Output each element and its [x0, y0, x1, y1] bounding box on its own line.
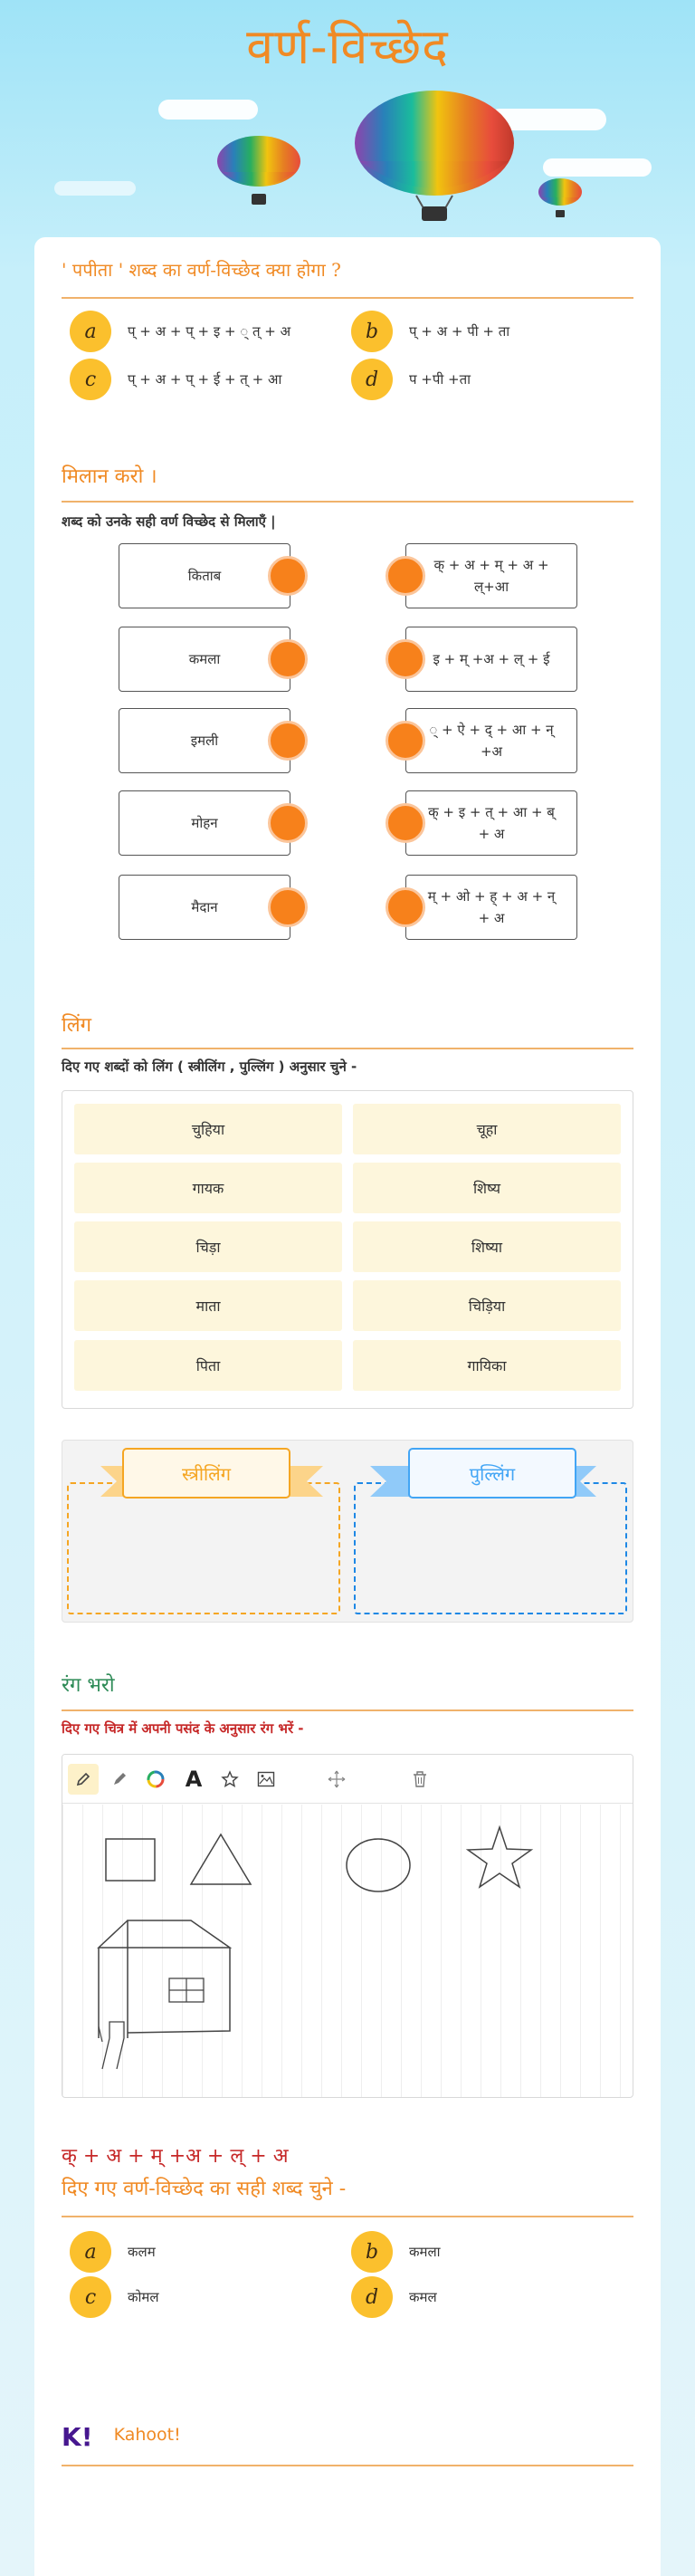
footer-logo[interactable]: [62, 2422, 181, 2452]
q2-option-b[interactable]: [351, 2231, 441, 2273]
divider: [62, 501, 633, 503]
word-chip[interactable]: शिष्या: [353, 1221, 621, 1272]
match-right-item[interactable]: ् + ऐ + द् + आ + न् +अ: [405, 708, 577, 773]
q1-option-c[interactable]: [70, 359, 281, 400]
cloud: [54, 181, 136, 196]
option-letter: b: [351, 311, 393, 352]
match-left-item[interactable]: किताब: [119, 543, 290, 608]
match-left-item[interactable]: मोहन: [119, 790, 290, 856]
option-text: कलम: [128, 2244, 156, 2260]
trash-icon[interactable]: [405, 1764, 435, 1795]
q1-option-a[interactable]: [70, 311, 290, 352]
color-wheel-icon[interactable]: [140, 1764, 171, 1795]
divider: [62, 1048, 633, 1049]
option-text: प् + अ + पी + ता: [409, 323, 510, 340]
drawing-board: [62, 1754, 633, 2098]
match-right-item[interactable]: क् + इ + त् + आ + ब् + अ: [405, 790, 577, 856]
star-shape: [468, 1827, 531, 1887]
option-letter: c: [70, 2276, 111, 2318]
masculine-label: पुल्लिंग: [408, 1448, 576, 1499]
option-text: कोमल: [128, 2289, 159, 2305]
text-icon[interactable]: A: [185, 1767, 203, 1792]
match-left-item[interactable]: इमली: [119, 708, 290, 773]
kahoot-logo-mark: K!: [62, 2422, 93, 2452]
masculine-drop-zone[interactable]: [354, 1482, 627, 1614]
triangle-shape: [191, 1834, 251, 1884]
word-chip[interactable]: चुहिया: [74, 1104, 342, 1154]
gender-instruction: दिए गए शब्दों को लिंग ( स्त्रीलिंग , पुल्लिंग ) अनुसार चुने -: [62, 1058, 357, 1075]
option-letter: d: [351, 359, 393, 400]
divider: [62, 2465, 633, 2466]
word-chip[interactable]: गायिका: [353, 1340, 621, 1391]
match-connector-left[interactable]: [268, 556, 308, 596]
feminine-drop-zone[interactable]: [67, 1482, 340, 1614]
star-icon[interactable]: [214, 1764, 245, 1795]
match-right-item[interactable]: म् + ओ + ह् + अ + न् + अ: [405, 875, 577, 940]
divider: [62, 1709, 633, 1711]
match-connector-right[interactable]: [386, 639, 425, 679]
word-chip[interactable]: चूहा: [353, 1104, 621, 1154]
worksheet-card: [34, 237, 661, 2576]
match-connector-right[interactable]: [386, 887, 425, 927]
cloud: [158, 100, 258, 120]
option-letter: b: [351, 2231, 393, 2273]
option-letter: d: [351, 2276, 393, 2318]
balloon-small-right: [538, 177, 583, 219]
pencil-icon[interactable]: [68, 1764, 99, 1795]
match-connector-left[interactable]: [268, 639, 308, 679]
divider: [62, 297, 633, 299]
option-letter: a: [70, 2231, 111, 2273]
feminine-label: स्त्रीलिंग: [122, 1448, 290, 1499]
option-letter: a: [70, 311, 111, 352]
q1-option-b[interactable]: [351, 311, 509, 352]
drawing-toolbar: [62, 1755, 633, 1804]
hero-banner: [0, 0, 695, 263]
square-shape: [106, 1839, 155, 1881]
page-title: वर्ण-विच्छेद: [246, 18, 449, 75]
option-text: प् + अ + प् + इ + ◌् त् + अ: [128, 323, 291, 340]
coloring-title: रंग भरो: [62, 1674, 115, 1697]
word-chip[interactable]: पिता: [74, 1340, 342, 1391]
match-connector-left[interactable]: [268, 803, 308, 843]
word-chip[interactable]: चिड़ा: [74, 1221, 342, 1272]
q1-option-d[interactable]: [351, 359, 471, 400]
match-connector-right[interactable]: [386, 803, 425, 843]
move-icon[interactable]: [321, 1764, 352, 1795]
q2-option-d[interactable]: [351, 2276, 437, 2318]
outline-drawing: [62, 1805, 633, 2098]
word-chip[interactable]: चिड़िया: [353, 1280, 621, 1331]
match-title: मिलान करो ।: [62, 465, 157, 488]
match-connector-right[interactable]: [386, 721, 425, 761]
match-left-item[interactable]: कमला: [119, 627, 290, 692]
word-chip[interactable]: शिष्य: [353, 1163, 621, 1213]
divider: [62, 2216, 633, 2217]
match-connector-left[interactable]: [268, 887, 308, 927]
drawing-canvas[interactable]: [62, 1805, 633, 2098]
gender-title: लिंग: [62, 1014, 92, 1037]
gender-drop-panel: [62, 1440, 633, 1623]
q2-option-c[interactable]: [70, 2276, 159, 2318]
cloud: [543, 158, 652, 177]
word-chip[interactable]: गायक: [74, 1163, 342, 1213]
match-right-item[interactable]: इ + म् +अ + ल् + ई: [405, 627, 577, 692]
q2-formula: क् + अ + म् +अ + ल् + अ: [62, 2145, 289, 2168]
house-walls: [99, 1948, 230, 2038]
balloon-small-left: [215, 134, 302, 208]
q1-title: ' पपीता ' शब्द का वर्ण-विच्छेद क्या होगा ?: [62, 259, 341, 281]
match-connector-left[interactable]: [268, 721, 308, 761]
option-letter: c: [70, 359, 111, 400]
house-roof: [128, 1920, 230, 1948]
coloring-instruction: दिए गए चित्र में अपनी पसंद के अनुसार रंग भरें -: [62, 1720, 304, 1737]
word-chip[interactable]: माता: [74, 1280, 342, 1331]
option-text: कमल: [409, 2289, 437, 2305]
option-text: प +पी +ता: [409, 371, 471, 388]
match-left-item[interactable]: मैदान: [119, 875, 290, 940]
option-text: कमला: [409, 2244, 441, 2260]
marker-icon[interactable]: [104, 1764, 135, 1795]
match-instruction: शब्द को उनके सही वर्ण विच्छेद से मिलाएँ |: [62, 513, 276, 530]
house-door: [102, 2022, 124, 2069]
image-icon[interactable]: [251, 1764, 281, 1795]
circle-shape: [347, 1839, 410, 1891]
kahoot-brand: Kahoot!: [113, 2425, 181, 2445]
option-text: प् + अ + प् + ई + त् + आ: [128, 371, 282, 388]
q2-title: दिए गए वर्ण-विच्छेद का सही शब्द चुने -: [62, 2178, 347, 2200]
q2-option-a[interactable]: [70, 2231, 156, 2273]
balloon-large: [353, 89, 516, 223]
match-connector-right[interactable]: [386, 556, 425, 596]
match-right-item[interactable]: क् + अ + म् + अ + ल्+आ: [405, 543, 577, 608]
